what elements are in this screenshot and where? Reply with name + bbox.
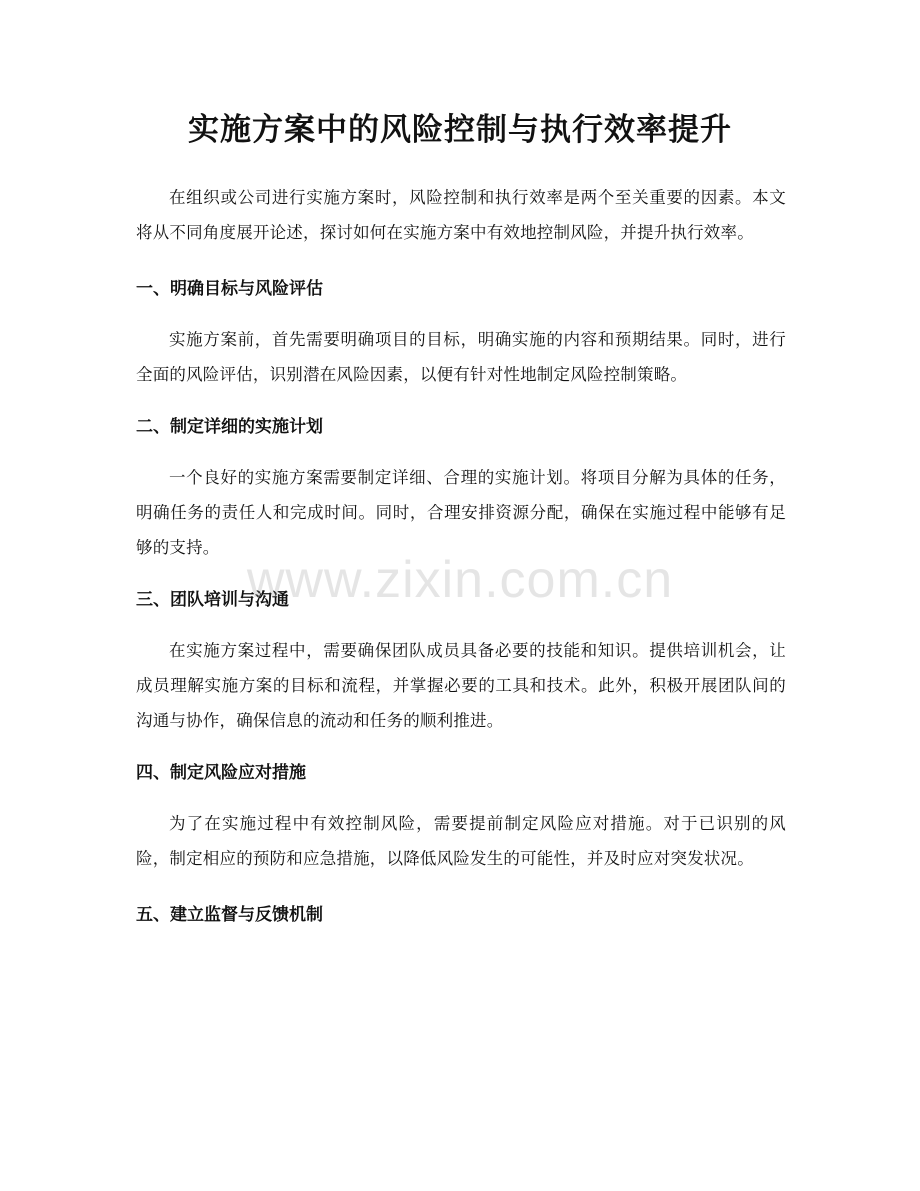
section-body-4: 为了在实施过程中有效控制风险，需要提前制定风险应对措施。对于已识别的风险，制定相应的预防和应急措施，以降低风险发生的可能性，并及时应对突发状况。 — [136, 814, 786, 868]
section-heading-2: 二、制定详细的实施计划 — [136, 417, 323, 437]
section-heading-1: 一、明确目标与风险评估 — [136, 279, 323, 299]
section-body-3: 在实施方案过程中，需要确保团队成员具备必要的技能和知识。提供培训机会，让成员理解实施方案的目标和流程，并掌握必要的工具和技术。此外，积极开展团队间的沟通与协作，确保信息的流动和任务的顺利推进。 — [136, 641, 786, 730]
document-body — [136, 180, 786, 948]
document-title: 实施方案中的风险控制与执行效率提升 — [188, 112, 732, 148]
watermark: www.zixin.com.cn — [246, 551, 674, 609]
section-heading-3: 三、团队培训与沟通 — [136, 590, 289, 610]
section-body-1: 实施方案前，首先需要明确项目的目标，明确实施的内容和预期结果。同时，进行全面的风险评估，识别潜在风险因素，以便有针对性地制定风险控制策略。 — [136, 330, 786, 384]
section-heading-4: 四、制定风险应对措施 — [136, 763, 306, 783]
section-heading-5: 五、建立监督与反馈机制 — [136, 905, 323, 925]
section-body-2: 一个良好的实施方案需要制定详细、合理的实施计划。将项目分解为具体的任务，明确任务的责任人和完成时间。同时，合理安排资源分配，确保在实施过程中能够有足够的支持。 — [136, 468, 786, 557]
intro-paragraph: 在组织或公司进行实施方案时，风险控制和执行效率是两个至关重要的因素。本文将从不同角度展开论述，探讨如何在实施方案中有效地控制风险，并提升执行效率。 — [136, 188, 786, 242]
